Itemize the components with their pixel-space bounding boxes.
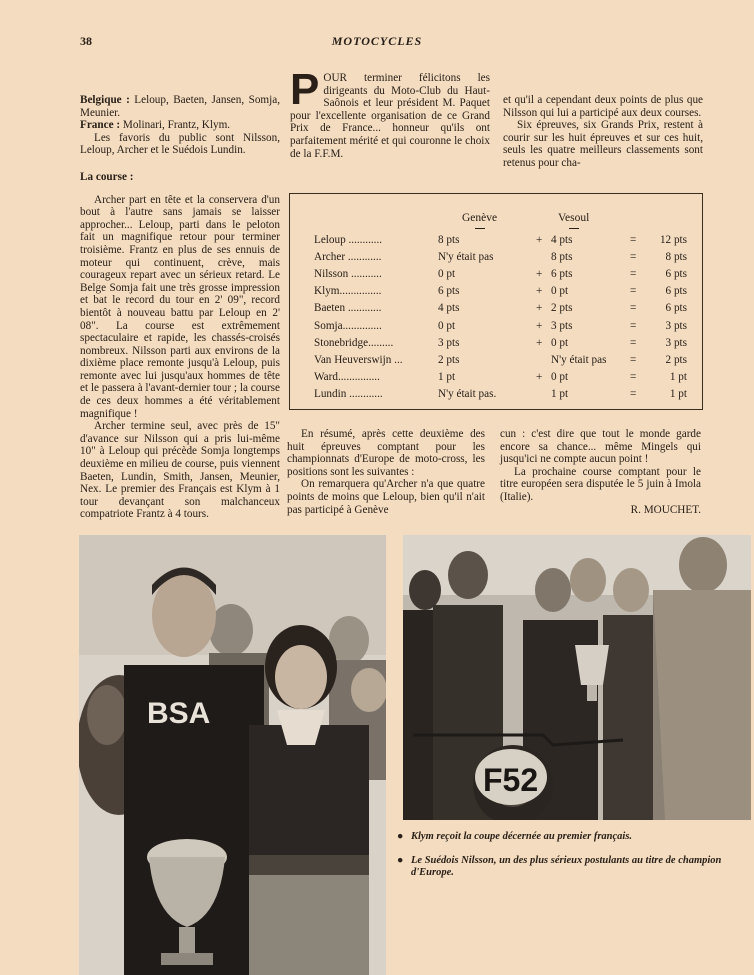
- conclusion-paragraph-2: La prochaine course comptant pour le titre européen sera disputée le 5 juin à Imola (Italie).: [500, 465, 701, 503]
- table-cell-total: 6 pts: [665, 302, 687, 315]
- france-label: France :: [80, 119, 121, 132]
- table-cell-geneve: 0 pt: [438, 268, 456, 281]
- table-row: [314, 234, 687, 250]
- table-cell-name: Ward...............: [314, 370, 380, 383]
- table-row: [314, 251, 687, 267]
- caption-nilsson: [397, 855, 737, 879]
- table-cell-eq: =: [630, 285, 637, 298]
- table-row: [314, 268, 687, 284]
- table-cell-total: 1 pt: [669, 387, 687, 400]
- table-row: [314, 336, 687, 353]
- table-cell-total: 3 pts: [665, 336, 687, 349]
- table-cell-name: Van Heuverswijn ...: [314, 353, 403, 366]
- table-cell-geneve: 8 pts: [438, 234, 460, 246]
- table-cell-eq: =: [630, 387, 637, 400]
- table-cell-geneve: N'y était pas: [438, 251, 494, 264]
- table-row: [314, 387, 687, 404]
- table-cell-geneve: 3 pts: [438, 336, 460, 349]
- table-cell-vesoul: 0 pt: [551, 336, 569, 349]
- table-cell-eq: =: [630, 336, 637, 349]
- table-cell-total: 3 pts: [665, 319, 687, 332]
- table-cell-total: 6 pts: [665, 268, 687, 281]
- table-cell-eq: =: [630, 353, 637, 366]
- table-cell-plus: +: [536, 268, 543, 281]
- caption-klym-text: Klym reçoit la coupe décernée au premier français.: [411, 831, 633, 842]
- bullet-icon: ●: [397, 831, 404, 842]
- table-cell-vesoul: 8 pts: [551, 251, 573, 264]
- intro-text: OUR terminer félicitons les dirigeants du Moto-Club du Haut-Saônois et leur président M. Paquet pour l'excellente organisation de ce Grand Prix de France... honneur qu'ils ont parfaitement mérité et qui couronne le choix de la F.F.M.: [290, 72, 490, 160]
- drop-cap: P: [290, 65, 320, 114]
- table-cell-name: Baeten ............: [314, 302, 382, 315]
- table-cell-total: 8 pts: [665, 251, 687, 264]
- conclusion-column: [500, 428, 701, 516]
- table-cell-eq: =: [630, 234, 637, 246]
- table-cell-geneve: 2 pts: [438, 353, 460, 366]
- col3-paragraph-1: et qu'il a cependant deux points de plus que Nilsson qui lui a participé aux deux courses.: [503, 94, 703, 119]
- table-row: [314, 370, 687, 387]
- table-cell-plus: +: [536, 336, 543, 349]
- photo-captions: [397, 831, 737, 891]
- summary-paragraph-2: On remarquera qu'Archer n'a que quatre points de moins que Leloup, bien qu'il n'ait pas participé à Genève: [287, 478, 485, 516]
- favoris-paragraph: Les favoris du public sont Nilsson, Leloup, Archer et le Suédois Lundin.: [80, 131, 280, 157]
- table-cell-name: Leloup ............: [314, 234, 383, 246]
- table-cell-geneve: N'y était pas.: [438, 387, 497, 400]
- table-cell-vesoul: 3 pts: [551, 319, 573, 332]
- jersey-letters: BSA: [147, 697, 211, 730]
- table-cell-geneve: 0 pt: [438, 319, 456, 332]
- belgique-label: Belgique :: [80, 94, 130, 106]
- table-cell-name: Stonebridge.........: [314, 336, 394, 349]
- table-cell-vesoul: 1 pt: [551, 387, 569, 400]
- table-cell-total: 1 pt: [669, 370, 687, 383]
- col3-paragraph-2: Six épreuves, six Grands Prix, restent à courir sur les huit épreuves et sur ces huit, seuls les quatre meilleurs classements sont retenus pour cha-: [503, 119, 703, 169]
- table-cell-plus: +: [536, 285, 543, 298]
- table-cell-vesoul: 4 pts: [551, 234, 573, 246]
- table-cell-name: Lundin ............: [314, 387, 383, 400]
- caption-nilsson-text: Le Suédois Nilsson, un des plus sérieux postulants au titre de champion d'Europe.: [411, 855, 722, 878]
- table-cell-name: Archer ............: [314, 251, 382, 264]
- belgique-names: Leloup, Baeten, Jansen, Somja, Meunier.: [80, 94, 280, 119]
- article-column-3: [503, 94, 703, 170]
- table-cell-name: Nilsson ...........: [314, 268, 382, 281]
- table-row: [314, 302, 687, 318]
- table-cell-plus: +: [536, 319, 543, 332]
- caption-klym: [397, 831, 737, 843]
- table-cell-plus: +: [536, 370, 543, 383]
- photo-nilsson-illustration: [79, 535, 386, 975]
- author-signature: R. MOUCHET.: [630, 503, 701, 516]
- intro-paragraph: [290, 65, 490, 160]
- article-column-1: [80, 94, 280, 521]
- table-cell-name: Somja..............: [314, 319, 382, 332]
- table-cell-eq: =: [630, 268, 637, 281]
- photo-nilsson-trophy: [79, 535, 386, 975]
- table-cell-eq: =: [630, 319, 637, 332]
- table-cell-total: 2 pts: [665, 353, 687, 366]
- table-cell-name: Klym...............: [314, 285, 382, 298]
- conclusion-paragraph-1: cun : c'est dire que tout le monde garde encore sa chance... même Mingels qui jusqu'ici ne compte aucun point !: [500, 428, 701, 466]
- table-cell-total: 6 pts: [665, 285, 687, 298]
- table-cell-eq: =: [630, 251, 637, 264]
- table-cell-eq: =: [630, 302, 637, 315]
- page-number: 38: [80, 34, 92, 48]
- article-column-2: [290, 65, 490, 160]
- table-cell-vesoul: 0 pt: [551, 285, 569, 298]
- table-row: [314, 285, 687, 301]
- table-cell-plus: +: [536, 302, 543, 315]
- header-geneve: Genève: [462, 212, 497, 229]
- france-names: Molinari, Frantz, Klym.: [120, 119, 231, 132]
- table-cell-geneve: 6 pts: [438, 285, 460, 298]
- table-cell-geneve: 1 pt: [438, 370, 456, 383]
- summary-paragraph-1: En résumé, après cette deuxième des huit épreuves comptant pour les championnats d'Europe de moto-cross, les positions sont les suivantes :: [287, 428, 485, 478]
- belgique-line: [80, 94, 280, 119]
- table-cell-vesoul: N'y était pas: [551, 353, 607, 366]
- course-subheading: La course :: [80, 170, 134, 183]
- running-title: MOTOCYCLES: [331, 34, 423, 48]
- table-cell-vesoul: 2 pts: [551, 302, 573, 315]
- photo-klym-illustration: [403, 535, 751, 820]
- table-cell-total: 12 pts: [659, 234, 687, 246]
- summary-column: [287, 428, 485, 516]
- bullet-icon: ●: [397, 855, 404, 866]
- table-cell-plus: +: [536, 234, 543, 246]
- header-vesoul: Vesoul: [558, 212, 589, 229]
- france-line: [80, 119, 280, 132]
- table-row: [314, 353, 687, 370]
- photo-klym-cup: [403, 535, 751, 820]
- table-row: [314, 319, 687, 336]
- table-cell-geneve: 4 pts: [438, 302, 460, 315]
- course-paragraph-2: Archer termine seul, avec près de 15" d'avance sur Nilsson qui a pris lui-même 10" à Leloup qui précède Somja longtemps deuxième en milieu de course, puis viennent Baeten, Lundin, Smith, Jansen, Meunier, Nex. Le premier des Français est Klym à 1 tour devançant son malchanceux compatriote Frantz à 4 tours.: [80, 420, 280, 521]
- table-cell-vesoul: 0 pt: [551, 370, 569, 383]
- course-paragraph-1: Archer part en tête et la conservera d'un bout à l'autre sans jamais se laisser approcher... Leloup, parti dans le peloton fait un magnifique retour pour terminer troisième. Frantz en plus de ses ennuis de moteur qui continuent, crève, mais courageux repart avec un sérieux retard. Le Belge Somja fait une très grosse impression et bat le record du tour en 2' 09", record bientôt à nouveau battu par Leloup en 2' 08". La course est extrêmement spectaculaire et rapide, les chassés-croisés nombreux. Nilsson parti aux environs de la dixième place remonte jusqu'à Leloup, puis remonte avec lui jusqu'aux hommes de tête et le passera à l'avant-dernier tour ; la course de ces deux hommes a été véritablement magnifique !: [80, 193, 280, 420]
- standings-table: [289, 193, 703, 410]
- table-cell-eq: =: [630, 370, 637, 383]
- race-plate-number: F52: [483, 762, 539, 798]
- table-cell-vesoul: 6 pts: [551, 268, 573, 281]
